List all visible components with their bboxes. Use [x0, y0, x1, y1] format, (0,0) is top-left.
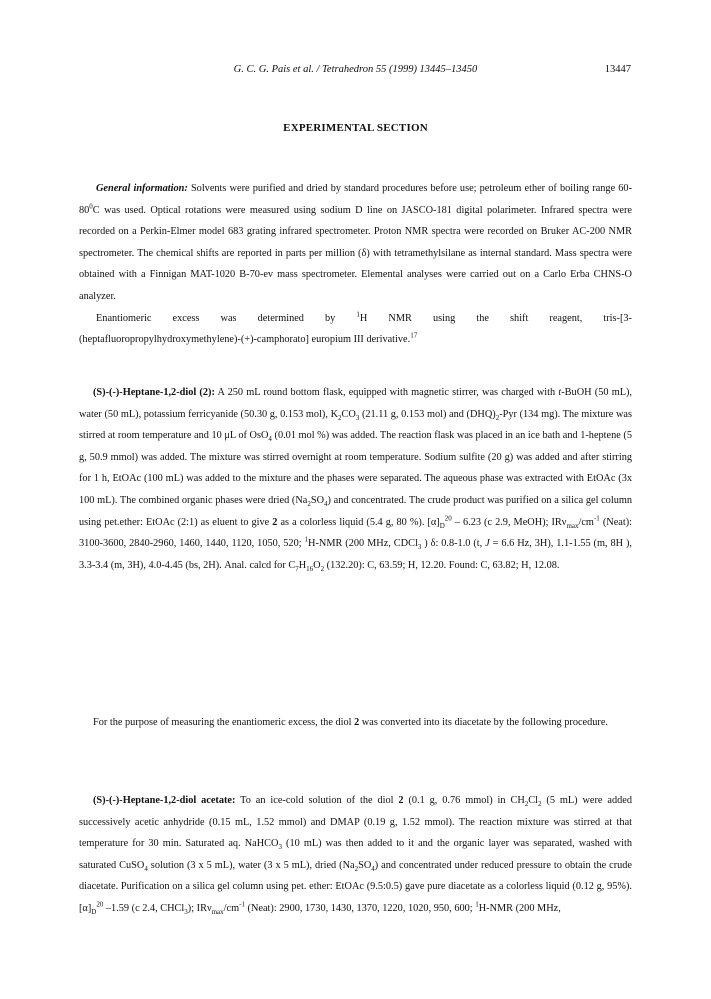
page-number: 13447	[604, 64, 631, 75]
purpose-paragraph: For the purpose of measuring the enantiomeric excess, the diol 2 was converted into its diacetate by the following procedure.	[93, 717, 608, 728]
diol-acetate-paragraph: (S)-(-)-Heptane-1,2-diol acetate: To an ice-cold solution of the diol 2 (0.1 g, 0.76 mmol) in $CH_2Cl_2$ (5 mL) were added successively acetic anhydride (0.15 mL, 1.52 mmol) and DMAP (0.19 g, 1.52 mmol). The reaction mixture was stirred at that temperature for 30 min. Saturated aq. NaHCO$_3$ (10 mL) was then added to it and the organic layer was separated, washed with saturated CuSO$_4$ solution (3 x 5 mL), water (3 x 5 mL), dried $(Na_2SO_4)$ and concentrated under reduced pressure to obtain the crude diacetate. Purification on a silica gel column using pet. ether: EtOAc (9.5:0.5) gave pure diacetate as a colorless liquid (0.12 g, 95%). $[\alpha]_D^{20}$ –1.59 (c 2.4, CHCl$_3$); $IR\nu_{max}/cm^{-1}$ (Neat): 2900, 1730, 1430, 1370, 1220, 1020, 950, 600; $^1$H-NMR (200 MHz,	[79, 795, 633, 917]
heptane-diol-paragraph: (S)-(-)-Heptane-1,2-diol (2): A 250 mL round bottom flask, equipped with magnetic stirrer, was charged with t-BuOH (50 mL), water (50 mL), potassium ferricyanide (50.30 g, 0.153 mol), $K_2CO_3$ (21.11 g, 0.153 mol) and $(DHQ)_2$-Pyr (134 mg). The mixture was stirred at room temperature and 10 μL of OsO$_4$ (0.01 mol %) was added. The reaction flask was placed in an ice bath and 1-heptene (5 g, 50.9 mmol) was added. The mixture was stirred overnight at room temperature. Sodium sulfite (20 g) was added and after stirring for 1 h, EtOAc (100 mL) was added to the mixture and the phases were separated. The aqueous phase was extracted with EtOAc (3x 100 mL). The combined organic phases were dried $(Na_2SO_4)$ and concentrated. The crude product was purified on a silica gel column using pet.ether: EtOAc (2:1) as eluent to give 2 as a colorless liquid (5.4 g, 80 %). $[\alpha]_D^{20} - 6.23$ (c 2.9, MeOH); $IR\nu_{max}/cm^{-1}$ (Neat): 3100-3600, 2840-2960, 1460, 1440, 1120, 1050, 520; $^1$H-NMR (200 MHz, CDCl$_3$ ) δ: 0.8-1.0 (t, J = 6.6 Hz, 3H), 1.1-1.55 (m, 8H ), 3.3-3.4 (m, 3H), 4.0-4.45 (bs, 2H). Anal. calcd for $C_7H_{16}O_2$ (132.20): C, 63.59; H, 12.20. Found: C, 63.82; H, 12.08.	[79, 387, 633, 573]
reference-17: 17	[410, 331, 418, 340]
heptane-diol-heading: (S)-(-)-Heptane-1,2-diol (2):	[93, 387, 215, 398]
general-information-paragraph: General information: Solvents were purified and dried by standard procedures before use; petroleum ether of boiling range $60-80^0C$ was used. Optical rotations were measured using sodium D line on JASCO-181 digital polarimeter. Infrared spectra were recorded on a Perkin-Elmer model 683 grating infrared spectrometer. Proton NMR spectra were recorded on Bruker AC-200 NMR spectrometer. The chemical shifts are reported in parts per million (δ) with tetramethylsilane as internal standard. Mass spectra were obtained with a Finnigan MAT-1020 B-70-ev mass spectrometer. Elemental analyses were carried out on a Carlo Erba CHNS-O analyzer. Enantiomeric excess was determined by $^1$H NMR using the shift reagent, tris-[3- (heptafluoropropylhydroxymethylene)-(+)-camphorato] europium III derivative.$^{17}$	[79, 183, 632, 346]
section-title: EXPERIMENTAL SECTION	[283, 122, 428, 134]
general-information-lead: General information:	[96, 183, 188, 194]
diol-acetate-heading: (S)-(-)-Heptane-1,2-diol acetate:	[93, 795, 236, 806]
running-head-text: G. C. G. Pais et al. / Tetrahedron 55 (1999) 13445–13450	[233, 64, 478, 75]
enantiomeric-line: Enantiomeric excess was determined by $^1$H NMR using the shift reagent, tris-[3-	[96, 310, 632, 324]
